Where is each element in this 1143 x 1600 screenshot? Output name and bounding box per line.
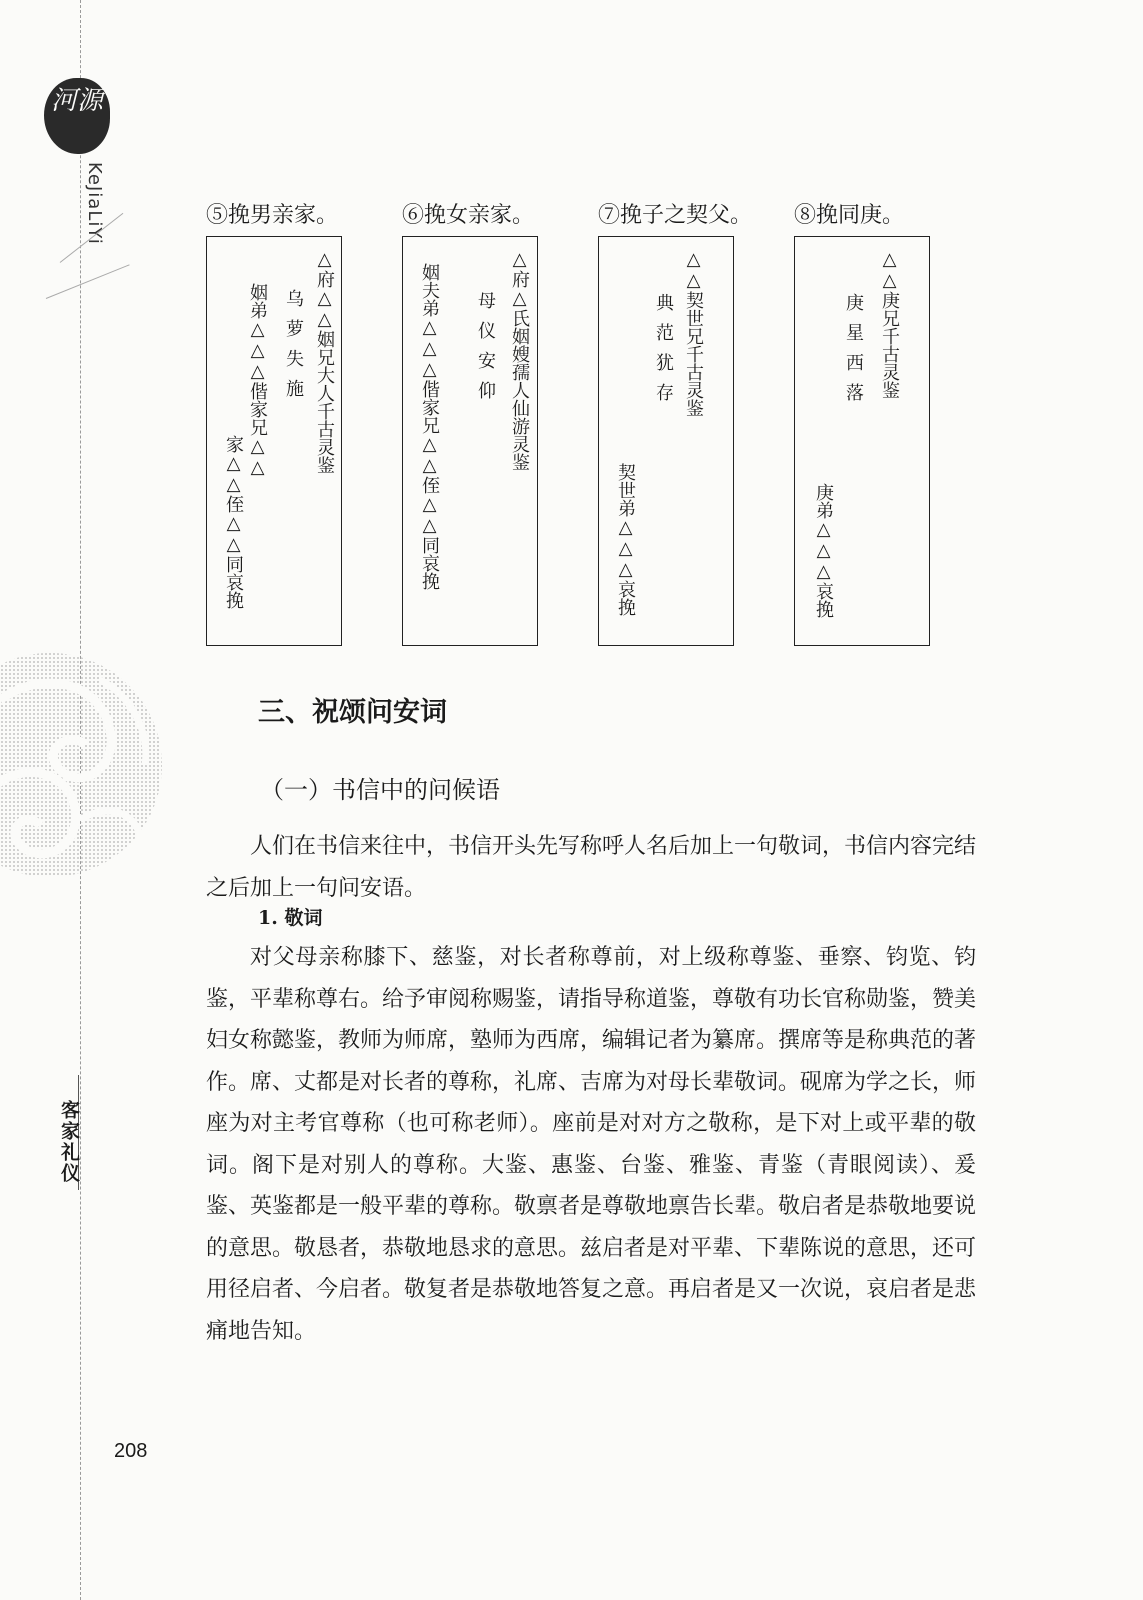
panel-caption-8: ⑧挽同庚。 [794, 203, 905, 228]
couplet-column: △△庚兄千古灵鉴 [879, 249, 900, 399]
panel-caption-5: ⑤挽男亲家。 [206, 203, 339, 228]
couplet-column: 姻弟△△△偕家兄△△ [247, 283, 268, 478]
couplet-column: △△契世兄千古灵鉴 [683, 249, 704, 417]
couplet-column: 乌萝失施 [283, 289, 304, 409]
couplet-column: △府△氏姻嫂孺人仙游灵鉴 [509, 249, 530, 471]
page-number: 208 [114, 1440, 148, 1462]
item-heading: 1. 敬词 [258, 907, 323, 929]
intro-paragraph: 人们在书信来往中，书信开头先写称呼人名后加上一句敬词，书信内容完结之后加上一句问安语。 [206, 834, 977, 901]
elegy-couplet-panel-8 [794, 236, 930, 646]
series-title-vertical: KeJiaLiYi [84, 162, 105, 245]
subsection-heading: （一）书信中的问候语 [260, 776, 500, 804]
couplet-column: 庚星西落 [843, 293, 864, 413]
panel-caption-7: ⑦挽子之契父。 [598, 203, 753, 228]
couplet-column: 契世弟△△△哀挽 [615, 463, 636, 616]
couplet-column: 姻夫弟△△△偕家兄△△侄△△同哀挽 [419, 263, 440, 590]
elegy-couplet-panel-7 [598, 236, 734, 646]
body-paragraph: 对父母亲称膝下、慈鉴，对长者称尊前，对上级称尊鉴、垂察、钧览、钧鉴，平辈称尊右。给予审阅称赐鉴，请指导称道鉴，尊敬有功长官称勋鉴，赞美妇女称懿鉴，教师为师席，塾师为西席，编辑记者为纂席。撰席等是称典范的著作。席、丈都是对长者的尊称，礼席、吉席为对母长辈敬词。砚席为学之长，师座为对主考官尊称（也可称老师）。座前是对对方之敬称，是下对上或平辈的敬词。阁下是对别人的尊称。大鉴、惠鉴、台鉴、雅鉴、青鉴（青眼阅读）、爰鉴、英鉴都是一般平辈的尊称。敬禀者是尊敬地禀告长辈。敬启者是恭敬地要说的意思。敬恳者，恭敬地恳求的意思。兹启者是对平辈、下辈陈说的意思，还可用径启者、今启者。敬复者是恭敬地答复之意。再启者是又一次说，哀启者是悲痛地告知。 [206, 945, 977, 1344]
couplet-column: 家△△侄△△同哀挽 [223, 435, 244, 609]
panel-caption-6: ⑥挽女亲家。 [402, 203, 535, 228]
elegy-couplet-panel-5 [206, 236, 342, 646]
book-seal-logo [44, 78, 110, 154]
decorative-line [46, 264, 130, 299]
elegy-couplet-panel-6 [402, 236, 538, 646]
side-book-title: 客家礼仪 [58, 1100, 80, 1184]
couplet-column: 庚弟△△△哀挽 [813, 483, 834, 618]
seal-text: 河源 [50, 86, 103, 116]
couplet-column: 典范犹存 [653, 293, 674, 413]
cloud-ornament-icon [0, 640, 170, 890]
couplet-column: 母仪安仰 [475, 291, 496, 411]
section-heading: 三、祝颂问安词 [258, 697, 447, 728]
couplet-column: △府△△姻兄大人千古灵鉴 [314, 249, 335, 474]
